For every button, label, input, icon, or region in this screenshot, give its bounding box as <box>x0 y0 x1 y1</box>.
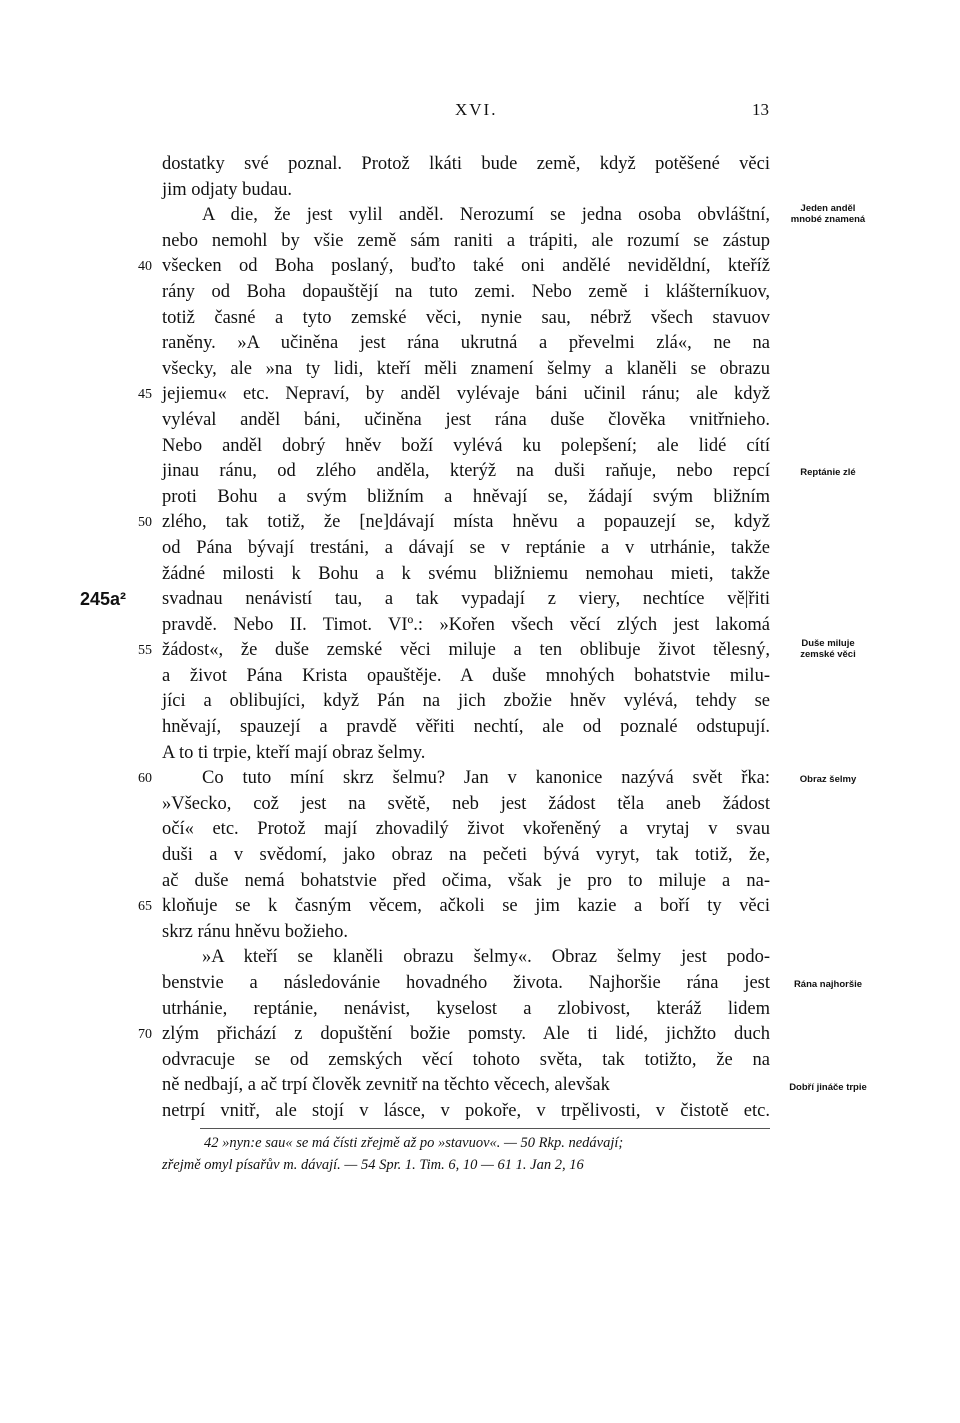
text-line: očí« etc. Protož mají zhovadilý život vkořeněný a vrytaj v svau <box>162 819 770 840</box>
line-number: 50 <box>138 515 152 531</box>
text-line: ač duše nemá bohatstvie před očima, však je pro to miluje a na- <box>162 870 770 891</box>
text-line: proti Bohu a svým bližním a hněvají se, žádají svým bližním <box>162 486 770 507</box>
text-line: A die, že jest vylil anděl. Nerozumí se jedna osoba obvláštní, <box>202 205 770 226</box>
text-line: benstvie a následovánie hovadného života. Najhoršie rána jest <box>162 973 770 993</box>
margin-note: Reptánie zlé <box>800 467 856 479</box>
text-line: 50 zlého, tak totiž, že [ne]dávají místa hněvu a popauzejí se, když <box>162 510 770 536</box>
margin-note: Dobří jináče trpie <box>789 1081 867 1093</box>
text-line: »A kteří se klaněli obrazu šelmy«. Obraz šelmy jest podo- <box>202 947 770 968</box>
text-line: totiž časné a tyto zemské věci, nynie sau, nébrž všech stavuov <box>162 307 770 328</box>
text-line: všecky, ale »na ty lidi, kteří měli znamení šelmy a klaněli se obrazu <box>162 358 770 379</box>
text-line: 45 jejiemu« etc. Nepraví, by anděl vylévaje báni učinil ránu; ale když <box>162 382 770 408</box>
margin-note: Duše miluje zemské věci <box>800 638 856 661</box>
chapter-title: XVI. <box>455 100 498 119</box>
text-line: dostatky své poznal. Protož lkáti bude země, když potěšené věci <box>162 154 770 174</box>
line-number: 65 <box>138 899 152 915</box>
text-line: nebo nemohl by všie země sám raniti a trápiti, ale rozumí se zástup <box>162 230 770 251</box>
text-line: 245a² svadnau nenávistí tau, a tak vypadají z viery, nechtíce vě|řiti <box>162 587 770 613</box>
text-line: 60 Co tuto míní skrz šelmu? Jan v kanonice nazývá svět řka: <box>162 766 770 792</box>
text-line: skrz ránu hněvu božieho. <box>162 921 348 942</box>
text-line: jinau ránu, od zlého anděla, kterýž na duši raňuje, nebo repcí <box>162 461 770 482</box>
footnote-divider <box>200 1128 770 1129</box>
margin-note: Rána najhoršie <box>793 979 863 991</box>
text-line: odvracuje se od zemských věcí tohoto světa, tak totižto, že na <box>162 1049 770 1070</box>
margin-note: Obraz šelmy <box>799 774 857 786</box>
text-line: rány od Boha dopauštějí na tuto zemi. Nebo země i klášterníkuov, <box>162 281 770 302</box>
page-number: 13 <box>752 100 769 119</box>
line-number: 60 <box>138 771 152 787</box>
text-line: 40 všecken od Boha poslaný, buďto také oni andělé neviděldní, kteříž <box>162 254 770 280</box>
footnote-line: zřejmě omyl písařův m. dávají. — 54 Spr. 1. Tim. 6, 10 — 61 1. Jan 2, 16 <box>162 1157 584 1173</box>
text-line: od Pána bývají trestáni, a dávají se v reptánie a v utrhánie, takže <box>162 537 770 558</box>
text-line: vyléval anděl báni, učiněna jest rána duše člověka vnitřnieho. <box>162 409 770 430</box>
text-line: Nebo anděl dobrý hněv boží vylévá ku polepšení; ale lidé cítí <box>162 435 770 456</box>
folio-mark: 245a² <box>80 589 127 610</box>
text-line: a život Pána Krista opauštěje. A duše mnohých bohatstvie milu- <box>162 665 770 686</box>
text-line: »Všecko, což jest na světě, neb jest žádost těla aneb žádost <box>162 793 770 814</box>
line-number: 55 <box>138 643 152 659</box>
text-line: pravdě. Nebo II. Timot. VIº.: »Kořen všech věcí zlých jest lakomá <box>162 614 770 635</box>
running-header <box>0 100 960 130</box>
margin-note: Jeden anděl mnobé znamená <box>790 203 866 226</box>
footnotes <box>162 1132 770 1176</box>
line-number: 70 <box>138 1027 152 1043</box>
text-line: A to ti trpie, kteří mají obraz šelmy. <box>162 742 426 763</box>
text-line: 55 žádost«, že duše zemské věci miluje a ten oblibuje život tělesný, <box>162 638 770 664</box>
main-text <box>80 152 770 1125</box>
text-line: utrhánie, reptánie, nenávist, kyselost a zlobivost, kteráž lidem <box>162 998 770 1019</box>
footnote-line: 42 »nyn:e sau« se má čísti zřejmě až po »stavuov«. — 50 Rkp. nedávají; <box>204 1135 624 1151</box>
text-line: duši a v svědomí, jako obraz na pečeti bývá vyryt, tak totiž, že, <box>162 845 770 866</box>
text-line: jíci a oblibujíci, když Pán na jich zbožie hněv vylévá, tehdy se <box>162 691 770 712</box>
text-line: žádné milosti k Bohu a k svému bližniemu nemohau mieti, takže <box>162 563 770 584</box>
text-line: 65 kloňuje se k časným věcem, ačkoli se jim kazie a boří ty věci <box>162 894 770 920</box>
text-line: ně nedbají, a ač trpí člověk zevnitř na těchto věcech, alevšak <box>162 1075 610 1096</box>
line-number: 40 <box>138 259 152 275</box>
text-line: 70 zlým přichází z dopuštění božie pomsty. Ale ti lidé, jichžto duch <box>162 1022 770 1048</box>
line-number: 45 <box>138 387 152 403</box>
text-line: jim odjaty budau. <box>162 179 292 200</box>
text-line: hněvají, spauzejí a pravdě věřiti nechtí, ale od poznalé odstupují. <box>162 717 770 738</box>
text-line: raněny. »A učiněna jest rána ukrutná a převelmi zlá«, ne na <box>162 333 770 354</box>
text-line: netrpí vnitř, ale stojí v lásce, v pokoře, v trpělivosti, v čistotě etc. <box>162 1100 770 1121</box>
